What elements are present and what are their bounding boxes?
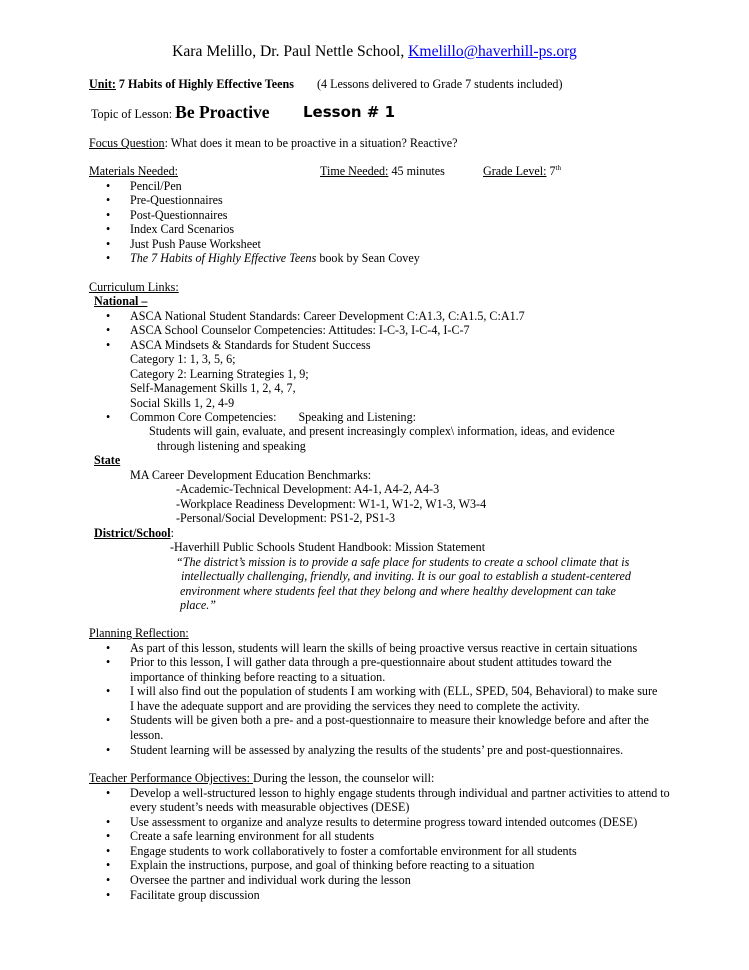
objectives-intro: During the lesson, the counselor will: [253,771,435,785]
topic-title: Be Proactive [175,102,270,122]
state-line: -Workplace Readiness Development: W1-1, W1-2, W1-3, W3-4 [176,496,487,511]
list-item: • Post-Questionnaires [130,208,420,223]
list-item-book [130,251,420,266]
unit-line [89,77,294,92]
common-core-label: Common Core Competencies: [130,409,277,424]
list-item: • Use assessment to organize and analyze results to determine progress toward intended outcomes (DESE) [130,815,670,830]
grade-value: 7 [546,164,556,178]
list-item: • Student learning will be assessed by analyzing the results of the students’ pre and post-questionnaires. [130,743,662,758]
unit-label: Unit: [89,77,116,91]
reflection-list [130,641,662,758]
state-line: MA Career Development Education Benchmarks: [130,467,372,482]
district-heading [94,526,174,541]
list-item: • Explain the instructions, purpose, and goal of thinking before reacting to a situation [130,858,670,873]
list-item: • Index Card Scenarios [130,222,420,237]
list-item: • Just Push Pause Worksheet [130,237,420,252]
category-line: Category 1: 1, 3, 5, 6; [130,352,236,366]
list-item: • Students will be given both a pre- and a post-questionnaire to measure their knowledge before and after the lesson. [130,713,662,742]
national-label: National – [94,294,148,308]
topic-line [91,102,270,122]
state-line: -Personal/Social Development: PS1-2, PS1-3 [176,511,396,525]
time-label: Time Needed: [320,164,389,178]
focus-label: Focus Question [89,136,165,150]
page-header [0,43,749,61]
common-core-line: through listening and speaking [157,438,306,453]
time-value: 45 minutes [388,164,445,178]
district-label: District/School [94,525,171,540]
category-line: Social Skills 1, 2, 4-9 [130,395,235,410]
header-email-link[interactable]: Kmelillo@haverhill-ps.org [408,43,577,60]
reflection-label: Planning Reflection: [89,626,189,640]
mission-line: “The district’s mission is to provide a safe place for students to create a school climate that is [176,554,630,569]
list-item: • Facilitate group discussion [130,888,670,903]
unit-note: (4 Lessons delivered to Grade 7 students included) [317,77,563,91]
book-title: The 7 Habits of Highly Effective Teens [130,251,317,266]
list-item: • I will also find out the population of students I am working with (ELL, SPED, 504, Behavioral) to make sure I have the adequate support and are providing the services they need to complete the activity. [130,684,662,713]
grade-level [483,164,561,179]
mission-line: place.” [180,598,216,612]
common-core-value: Speaking and Listening: [298,409,417,424]
list-item: • Prior to this lesson, I will gather data through a pre-questionnaire about student attitudes toward the importance of thinking before reacting to a situation. [130,655,662,684]
time-needed [320,164,445,179]
national-list [130,309,525,353]
list-item: • ASCA National Student Standards: Career Development C:A1.3, C:A1.5, C:A1.7 [130,309,525,324]
common-core-list [130,410,416,425]
materials-list [130,179,420,267]
list-item: • ASCA Mindsets & Standards for Student Success [130,338,525,353]
common-core-line: Students will gain, evaluate, and present increasingly complex\ information, ideas, and evidence [149,424,615,438]
lesson-number: Lesson # 1 [303,103,396,121]
list-item-common-core [130,410,416,425]
topic-label: Topic of Lesson: [91,107,173,121]
list-item: • Develop a well-structured lesson to highly engage students through individual and partner activities to attend to every student’s needs with measurable objectives (DESE) [130,786,670,815]
focus-question [89,136,458,151]
mission-line: intellectually challenging, friendly, and inviting. It is our goal to establish a student-centered [181,569,631,583]
curriculum-label: Curriculum Links: [89,280,179,294]
list-item: • As part of this lesson, students will learn the skills of being proactive versus reactive in certain situations [130,641,662,656]
objectives-list [130,786,670,903]
objectives-heading [89,771,434,786]
header-authors: Kara Melillo, Dr. Paul Nettle School, [172,43,405,60]
grade-label: Grade Level: [483,164,547,178]
objectives-label: Teacher Performance Objectives: [89,771,254,785]
state-line: -Academic-Technical Development: A4-1, A4-2, A4-3 [176,482,440,496]
state-label: State [94,453,121,467]
list-item: • Engage students to work collaboratively to foster a comfortable environment for all students [130,844,670,859]
category-line: Category 2: Learning Strategies 1, 9; [130,366,309,381]
focus-text: : What does it mean to be proactive in a situation? Reactive? [164,136,458,150]
list-item: • ASCA School Counselor Competencies: Attitudes: I-C-3, I-C-4, I-C-7 [130,323,525,338]
book-suffix: book by Sean Covey [316,251,420,266]
unit-title: 7 Habits of Highly Effective Teens [115,77,294,91]
list-item: • Pencil/Pen [130,179,420,194]
mission-line: environment where students feel that they belong and where healthy development can take [180,583,616,598]
district-colon: : [170,525,174,540]
list-item: • Create a safe learning environment for all students [130,829,670,844]
district-handbook: -Haverhill Public Schools Student Handbook: Mission Statement [170,540,486,554]
list-item: • Oversee the partner and individual work during the lesson [130,873,670,888]
grade-sup: th [555,163,561,172]
list-item: • Pre-Questionnaires [130,193,420,208]
materials-label: Materials Needed: [89,164,178,178]
category-line: Self-Management Skills 1, 2, 4, 7, [130,381,296,395]
